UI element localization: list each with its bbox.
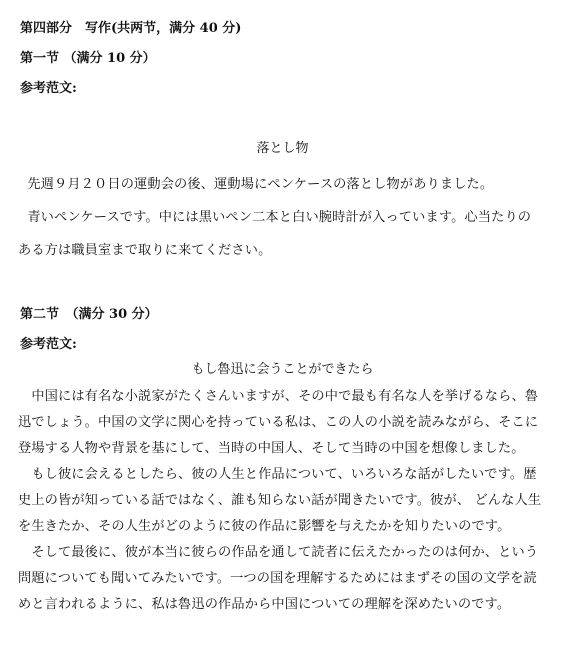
section2-para3-line1: そして最後に、彼が本当に彼らの作品を通して読者に伝えたかったのは何か、という: [18, 545, 539, 560]
section2-para2-line2: 史上の皆が知っている話ではなく、誰も知らない話が聞きたいです。彼が、 どんな人生: [18, 493, 542, 508]
section1-para1-line1: 先週９月２０日の運動会の後、運動場にペンケースの落とし物がありました。: [14, 177, 494, 192]
section2-reference-label: 参考范文:: [20, 337, 77, 352]
section2-para2-line3: を生きたか、その人生がどのように彼の作品に影響を与えたかを知りたいのです。: [18, 519, 511, 534]
section1-essay-title: 落とし物: [256, 141, 309, 156]
section2-para1-line2: 迅でしょう。中国の文学に関心を持っている私は、この人の小説を読みながら、そこに: [18, 415, 539, 430]
section2-essay-title: もし魯迅に会うことができたら: [191, 362, 374, 377]
section1-reference-label: 参考范文:: [20, 81, 77, 96]
section1-para2-line2: ある方は職員室まで取りに来てください。: [18, 243, 272, 258]
part-header: 第四部分 写作(共两节，满分 40 分): [20, 21, 242, 36]
section1-heading: 第一节 （满分 10 分）: [20, 51, 156, 66]
section2-para1-line1: 中国には有名な小説家がたくさんいますが、その中で最も有名な人を挙げるなら、魯: [18, 389, 539, 404]
section2-heading: 第二节 （满分 30 分）: [20, 307, 158, 322]
section2-para3-line3: めと言われるように、私は魯迅の作品から中国についての理解を深めたいのです。: [18, 597, 511, 612]
section2-para1-line3: 登場する人物や背景を基にして、当時の中国人、そして当時の中国を想像しました。: [18, 441, 525, 456]
section2-para3-line2: 問題についても聞いてみたいです。一つの国を理解するためにはまずその国の文学を読: [18, 571, 537, 586]
section2-para2-line1: もし彼に会えるとしたら、彼の人生と作品について、いろいろな話がしたいです。歴: [18, 467, 537, 482]
section1-para2-line1: 青いペンケースです。中には黒いペン二本と白い腕時計が入っています。心当たりの: [14, 210, 532, 225]
